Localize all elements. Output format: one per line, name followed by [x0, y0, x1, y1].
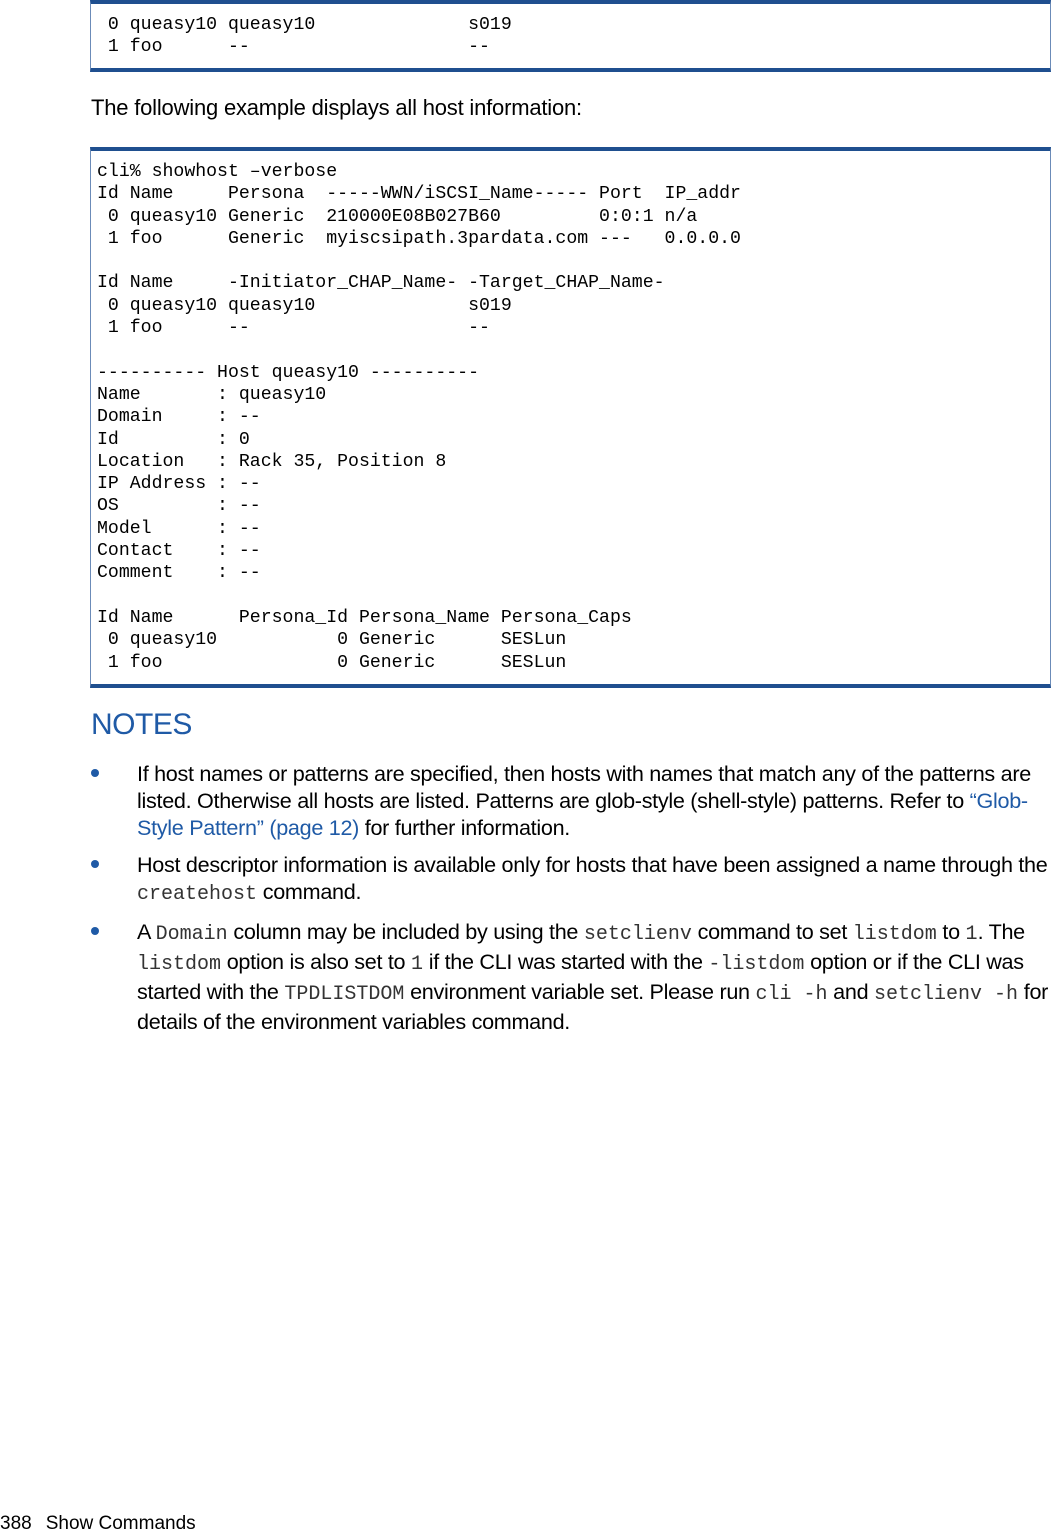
inline-code: cli -h — [755, 983, 828, 1006]
inline-code: setclienv — [583, 923, 692, 946]
bullet-icon — [91, 769, 99, 777]
note-text: column may be included by using the — [227, 919, 584, 944]
note-item — [91, 851, 1051, 908]
note-text: for further information. — [359, 815, 570, 840]
note-text: environment variable set. Please run — [404, 979, 756, 1004]
code-block-top — [90, 0, 1051, 72]
note-text: if the CLI was started with the — [423, 949, 709, 974]
inline-code: listdom — [137, 953, 222, 976]
section-title: Show Commands — [45, 1513, 196, 1534]
bullet-icon — [91, 860, 99, 868]
code-text: 0 queasy10 queasy10 s019 1 foo -- -- — [107, 15, 512, 58]
note-text: option or if the CLI was started with the — [137, 949, 1024, 1004]
note-text: A — [137, 919, 156, 944]
note-text: option is also set to — [221, 949, 411, 974]
note-text: . The — [977, 919, 1025, 944]
note-text: Host descriptor information is available only for hosts that have been assigned a name through the — [137, 852, 1048, 877]
note-text: and — [827, 979, 875, 1004]
note-text: command. — [257, 879, 362, 904]
bullet-icon — [91, 927, 99, 935]
notes-heading: NOTES — [91, 708, 192, 741]
inline-code: setclienv -h — [874, 983, 1019, 1006]
code-block-example — [90, 147, 1051, 688]
inline-code: 1 — [965, 923, 978, 946]
inline-code: 1 — [410, 953, 423, 976]
note-text: to — [936, 919, 966, 944]
cross-reference-link[interactable]: “Glob-Style Pattern” (page 12) — [137, 788, 1028, 840]
note-item — [91, 918, 1051, 1035]
inline-code: Domain — [155, 923, 228, 946]
note-text: for details of the environment variables command. — [137, 979, 1049, 1034]
intro-paragraph: The following example displays all host information: — [91, 95, 582, 120]
inline-code: TPDLISTDOM — [284, 983, 405, 1006]
note-text: If host names or patterns are specified, then hosts with names that match any of the patterns are listed. Otherwise all hosts are listed. Patterns are glob-style (shell-style) patterns. Refer to — [137, 761, 1031, 813]
code-text: cli% showhost –verbose Id Name Persona -----WWN/iSCSI_Name----- Port IP_addr 0 queasy10 Generic 210000E08B027B60 0:0:1 n/a 1 foo Generic myiscsipath.3pardata.com --- 0.0.0.0 Id Name -Initiator_CHAP_Name- -Target_CHAP_Name- 0 queasy10 queasy10 s019 1 foo -- -- ---------- Host queasy10 ---------- Name : queasy10 Domain : -- Id : 0 Location : Rack 35, Position 8 IP Address : -- OS : -- Model : -- Contact : -- Comment : -- Id Name Persona_Id Persona_Name Persona_Caps 0 queasy10 0 Generic SESLun 1 foo 0 Generic SESLun — [97, 162, 741, 673]
note-text: command to set — [691, 919, 853, 944]
inline-code: listdom — [852, 923, 937, 946]
inline-code: createhost — [137, 883, 258, 906]
notes-list — [91, 760, 1051, 1045]
inline-code: -listdom — [708, 953, 805, 976]
note-item — [91, 760, 1051, 841]
page-number: 388 — [0, 1513, 32, 1534]
